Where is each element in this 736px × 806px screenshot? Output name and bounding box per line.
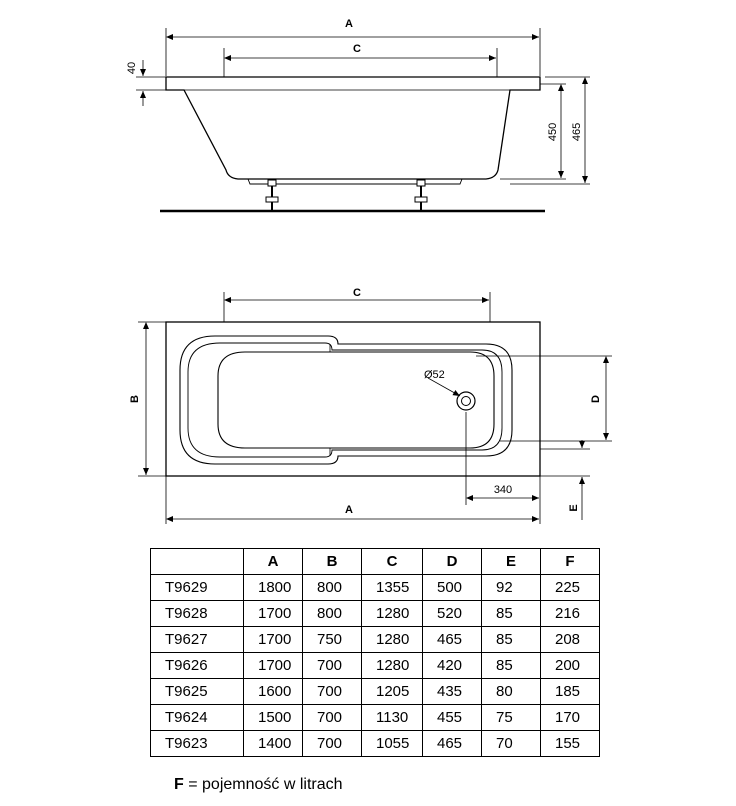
table-cell: 170 — [541, 705, 600, 731]
table-cell: 800 — [303, 601, 362, 627]
table-header-cell: E — [482, 549, 541, 575]
table-header-cell: F — [541, 549, 600, 575]
table-cell: 1700 — [244, 627, 303, 653]
table-cell: 70 — [482, 731, 541, 757]
table-row — [151, 731, 600, 757]
dim-340-label: 340 — [493, 484, 513, 496]
table-cell: 1700 — [244, 601, 303, 627]
legend-text: = pojemność w litrach — [183, 776, 343, 793]
table-cell: 1600 — [244, 679, 303, 705]
dim-a-top-label: A — [345, 504, 353, 516]
drain-icon — [457, 392, 475, 410]
dim-465-label: 465 — [571, 122, 583, 142]
table-header-cell — [151, 549, 244, 575]
table-cell: 155 — [541, 731, 600, 757]
dim-c-top-label: C — [353, 287, 361, 299]
table-cell: 435 — [423, 679, 482, 705]
table-cell: 1205 — [362, 679, 423, 705]
dim-d-label: D — [590, 395, 602, 403]
table-cell: 1280 — [362, 627, 423, 653]
tub-foot-left — [266, 180, 278, 210]
side-view — [126, 18, 590, 211]
table-cell: 465 — [423, 627, 482, 653]
table-cell: 500 — [423, 575, 482, 601]
table-row — [151, 601, 600, 627]
table-row — [151, 679, 600, 705]
table-header-cell: A — [244, 549, 303, 575]
table-header-cell: C — [362, 549, 423, 575]
table-cell: 455 — [423, 705, 482, 731]
table-row — [151, 705, 600, 731]
table-row — [151, 575, 600, 601]
drain-diameter-label: Ø52 — [424, 369, 445, 381]
table-cell: 465 — [423, 731, 482, 757]
table-cell: T9629 — [151, 575, 244, 601]
table-cell: 800 — [303, 575, 362, 601]
table-cell: T9625 — [151, 679, 244, 705]
dim-e-label: E — [568, 504, 580, 512]
table-cell: 1130 — [362, 705, 423, 731]
tub-top-rim — [166, 322, 540, 476]
table-cell: 750 — [303, 627, 362, 653]
table-cell: T9628 — [151, 601, 244, 627]
table-cell: 80 — [482, 679, 541, 705]
legend — [174, 776, 343, 794]
legend-key: F — [174, 776, 184, 793]
tub-foot-right — [415, 180, 427, 210]
dim-e — [540, 440, 590, 520]
table-row — [151, 627, 600, 653]
table-cell: 1055 — [362, 731, 423, 757]
table-cell: 92 — [482, 575, 541, 601]
table-cell: 700 — [303, 653, 362, 679]
dim-450-label: 450 — [547, 122, 559, 142]
table-cell: 700 — [303, 731, 362, 757]
table-header-cell: B — [303, 549, 362, 575]
dim-a-side-label: A — [345, 18, 353, 30]
table-cell: 1400 — [244, 731, 303, 757]
table-cell: 85 — [482, 601, 541, 627]
table-cell: 1800 — [244, 575, 303, 601]
top-view — [129, 287, 612, 524]
table-cell: 1280 — [362, 653, 423, 679]
dimensions-table — [150, 548, 600, 757]
table-cell: 200 — [541, 653, 600, 679]
table-cell: 700 — [303, 705, 362, 731]
dim-40-label: 40 — [126, 61, 138, 75]
table-cell: 520 — [423, 601, 482, 627]
table-cell: 1355 — [362, 575, 423, 601]
table-header-row — [151, 549, 600, 575]
tub-side-profile — [166, 77, 540, 179]
dim-b — [129, 322, 166, 476]
dim-b-label: B — [129, 395, 141, 403]
table-cell: 1500 — [244, 705, 303, 731]
table-cell: 75 — [482, 705, 541, 731]
table-cell: T9624 — [151, 705, 244, 731]
table-cell: 420 — [423, 653, 482, 679]
table-cell: T9627 — [151, 627, 244, 653]
table-cell: 85 — [482, 627, 541, 653]
dim-c-side — [224, 43, 497, 78]
table-row — [151, 653, 600, 679]
table-cell: 700 — [303, 679, 362, 705]
dim-c-side-label: C — [353, 43, 361, 55]
table-cell: 185 — [541, 679, 600, 705]
dim-a-top — [166, 476, 540, 524]
table-cell: 225 — [541, 575, 600, 601]
table-header-cell: D — [423, 549, 482, 575]
table-cell: T9626 — [151, 653, 244, 679]
table-cell: 85 — [482, 653, 541, 679]
table-cell: T9623 — [151, 731, 244, 757]
dim-450 — [500, 84, 566, 179]
table-cell: 1700 — [244, 653, 303, 679]
table-cell: 208 — [541, 627, 600, 653]
table-cell: 1280 — [362, 601, 423, 627]
table-cell: 216 — [541, 601, 600, 627]
